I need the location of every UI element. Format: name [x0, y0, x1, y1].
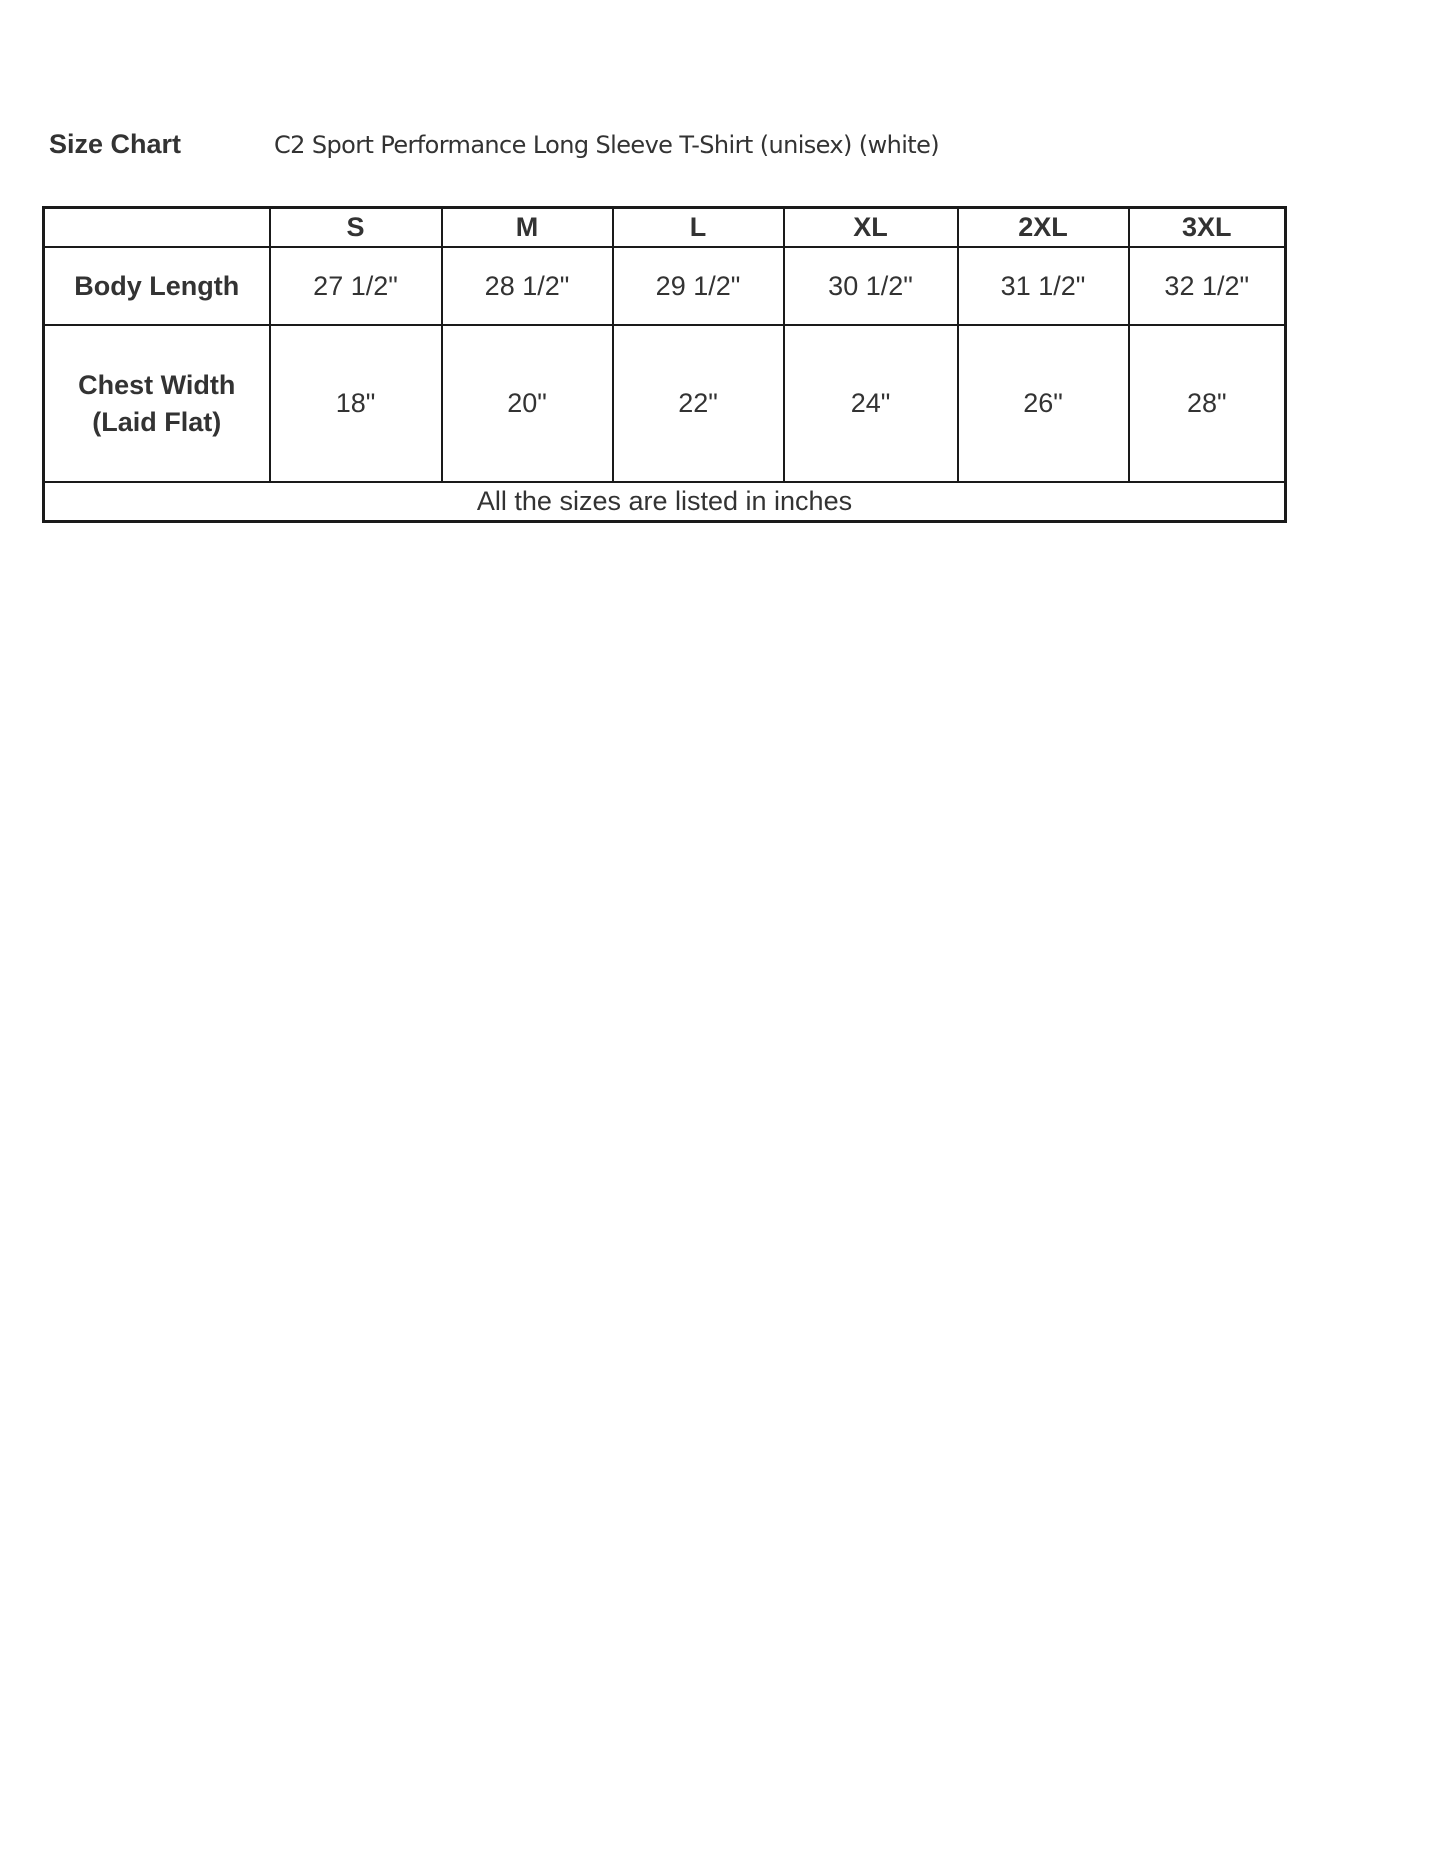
row-label-line: (Laid Flat)	[92, 406, 222, 437]
table-cell: 24"	[784, 325, 958, 482]
table-cell: 18"	[270, 325, 442, 482]
page-title: Size Chart	[49, 129, 182, 159]
size-chart-table	[42, 206, 1287, 523]
table-cell: 22"	[613, 325, 784, 482]
table-row-body-length	[44, 247, 1286, 325]
units-note: All the sizes are listed in inches	[44, 482, 1286, 522]
table-cell: 32 1/2"	[1129, 247, 1286, 325]
row-label-line: Chest Width	[78, 370, 236, 401]
table-cell: 29 1/2"	[613, 247, 784, 325]
row-label-body-length	[44, 247, 270, 325]
row-label-chest-width	[44, 325, 270, 482]
size-header-s: S	[270, 208, 442, 248]
table-cell: 28 1/2"	[442, 247, 613, 325]
size-header-l: L	[613, 208, 784, 248]
table-cell: 31 1/2"	[958, 247, 1129, 325]
table-row-note	[44, 482, 1286, 522]
row-label-line: Body Length	[74, 270, 240, 301]
corner-cell	[44, 208, 270, 248]
size-header-2xl: 2XL	[958, 208, 1129, 248]
table-cell: 26"	[958, 325, 1129, 482]
size-header-3xl: 3XL	[1129, 208, 1286, 248]
table-cell: 30 1/2"	[784, 247, 958, 325]
size-header-xl: XL	[784, 208, 958, 248]
table-cell: 20"	[442, 325, 613, 482]
product-name: C2 Sport Performance Long Sleeve T-Shirt (unisex) (white)	[274, 131, 940, 159]
table-cell: 28"	[1129, 325, 1286, 482]
table-row-chest-width	[44, 325, 1286, 482]
table-cell: 27 1/2"	[270, 247, 442, 325]
header-row	[44, 208, 1286, 248]
size-header-m: M	[442, 208, 613, 248]
